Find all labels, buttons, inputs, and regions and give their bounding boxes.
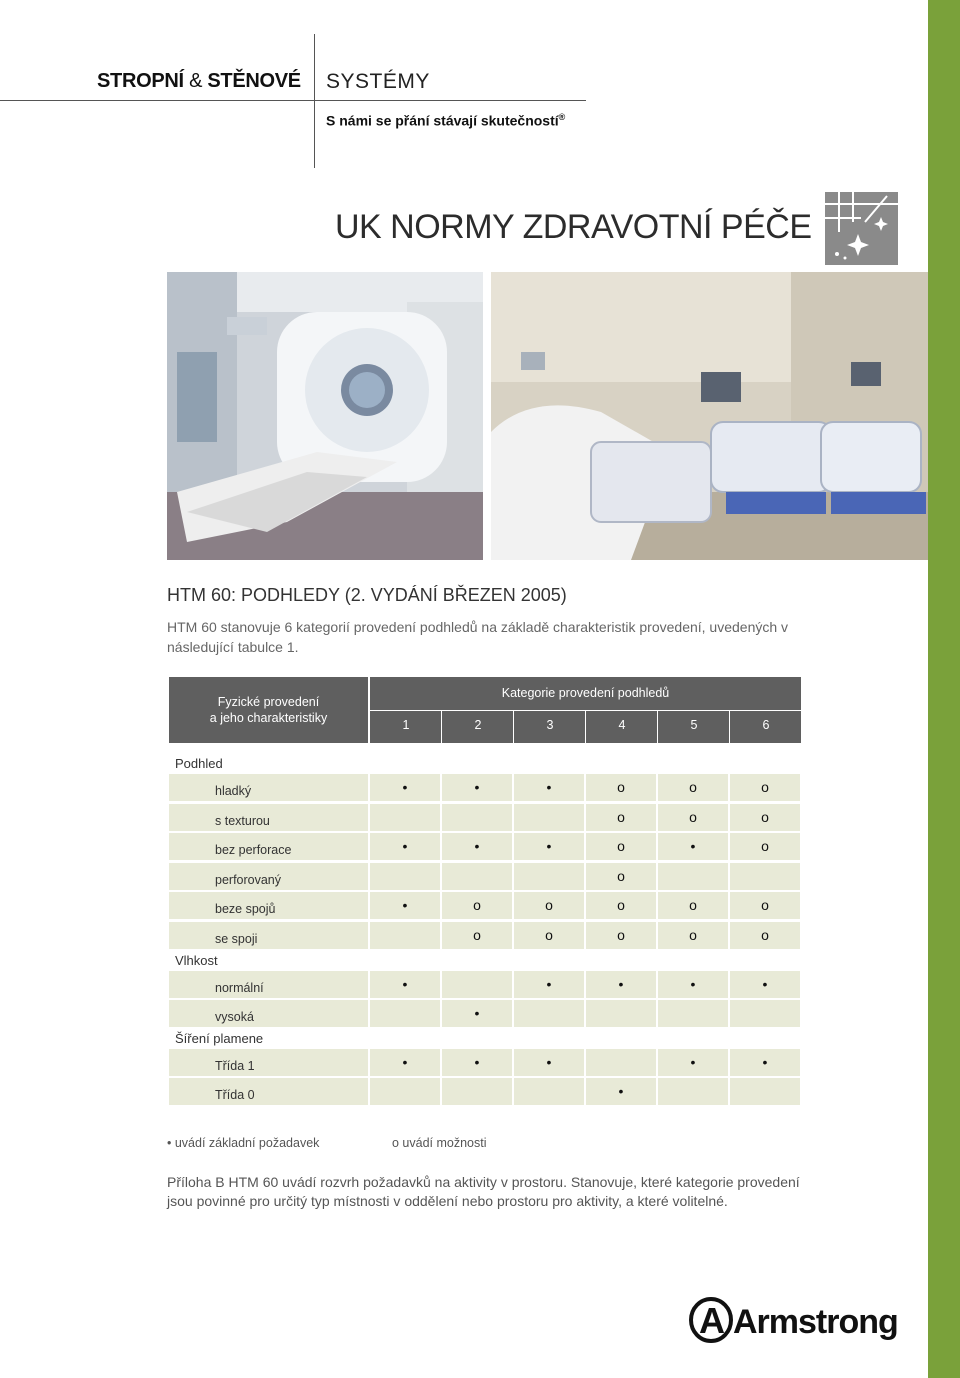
- table-cell: [730, 863, 800, 890]
- table-cell: •: [514, 774, 584, 801]
- logo-wordmark: Armstrong: [733, 1303, 898, 1341]
- armstrong-logo: [689, 1295, 901, 1345]
- table-cell: •: [370, 892, 440, 919]
- table-row-label: [169, 1000, 368, 1027]
- row-label-text: Třída 1: [215, 1058, 255, 1073]
- brand-divider-vertical: [314, 34, 315, 168]
- table-cell: [586, 1049, 656, 1076]
- table-cell: •: [658, 971, 728, 998]
- table-row-label: [169, 774, 368, 801]
- ct-scanner-photo: [167, 272, 483, 560]
- table-header-physical: Fyzické provedení a jeho charakteristiky: [169, 677, 368, 743]
- brand-divider-horizontal: [0, 100, 586, 101]
- ceiling-systems-icon: [825, 192, 898, 265]
- category-number: 5: [690, 718, 698, 732]
- table-header-categories: [370, 677, 801, 743]
- table-row-label: [169, 892, 368, 919]
- table-cell: [442, 971, 512, 998]
- table-cell: o: [730, 774, 800, 801]
- row-label-text: se spoji: [215, 932, 258, 946]
- row-label-text: beze spojů: [215, 902, 276, 917]
- legend-optional: o uvádí možnosti: [392, 1136, 487, 1150]
- table-cell: [730, 1078, 800, 1105]
- table-cell: •: [370, 1049, 440, 1076]
- table-cell: •: [730, 1049, 800, 1076]
- table-cell: [514, 1078, 584, 1105]
- row-label-text: normální: [215, 980, 264, 995]
- row-label-text: s texturou: [215, 813, 270, 828]
- table-row-label: [169, 833, 368, 860]
- table-cell: o: [730, 804, 800, 831]
- row-label-text: hladký: [215, 784, 252, 798]
- brand-systems: SYSTÉMY: [326, 70, 430, 93]
- table-cell: [730, 1000, 800, 1027]
- table-cell: [586, 1000, 656, 1027]
- row-label-text: bez perforace: [215, 843, 292, 858]
- table-cell: [514, 1000, 584, 1027]
- row-label-text: perforovaný: [215, 872, 282, 887]
- section-heading: HTM 60: PODHLEDY (2. VYDÁNÍ BŘEZEN 2005): [167, 585, 567, 605]
- row-label-text: Třída 0: [215, 1088, 255, 1103]
- table-cell: [514, 863, 584, 890]
- table-cell: •: [442, 1000, 512, 1027]
- green-side-bar: [928, 0, 960, 1378]
- table-row-label: [169, 863, 368, 890]
- categories-title: Kategorie provedení podhledů: [501, 686, 670, 700]
- table-cell: •: [514, 1049, 584, 1076]
- table-cell: o: [658, 892, 728, 919]
- category-number: 1: [402, 718, 410, 732]
- incubators-photo: [491, 272, 928, 560]
- table-cell: [658, 1078, 728, 1105]
- svg-text:A: A: [699, 1300, 725, 1341]
- table-cell: •: [370, 971, 440, 998]
- table-cell: o: [586, 892, 656, 919]
- category-number: 2: [474, 718, 482, 732]
- brand-tagline: S námi se přání stávají skutečností®: [326, 112, 566, 129]
- table-cell: o: [586, 774, 656, 801]
- table-cell: [370, 804, 440, 831]
- table-cell: o: [730, 833, 800, 860]
- table-row-label: [169, 1049, 368, 1076]
- table-cell: •: [442, 774, 512, 801]
- table-cell: •: [370, 833, 440, 860]
- table-cell: •: [442, 1049, 512, 1076]
- table-cell: •: [658, 1049, 728, 1076]
- table-row-label: [169, 971, 368, 998]
- table-cell: [370, 1078, 440, 1105]
- table-cell: o: [586, 922, 656, 949]
- table-cell: o: [730, 892, 800, 919]
- row-label-text: vysoká: [215, 1010, 254, 1025]
- table-row-label: [169, 922, 368, 949]
- table-group-label: Podhled: [175, 756, 223, 771]
- table-cell: o: [442, 892, 512, 919]
- outro-paragraph: Příloha B HTM 60 uvádí rozvrh požadavků na aktivity v prostoru. Stanovuje, které kategorie provedení jsou povinné pro určitý typ místnosti v oddělení nebo prostoru pro aktivity, a které volitelné.: [167, 1174, 800, 1209]
- table-cell: o: [658, 774, 728, 801]
- table-cell: [658, 863, 728, 890]
- table-cell: o: [658, 922, 728, 949]
- table-cell: o: [586, 833, 656, 860]
- table-cell: [442, 863, 512, 890]
- table-cell: [370, 863, 440, 890]
- table-cell: [442, 1078, 512, 1105]
- table-cell: o: [442, 922, 512, 949]
- table-cell: o: [586, 804, 656, 831]
- table-cell: [658, 1000, 728, 1027]
- table-cell: •: [730, 971, 800, 998]
- legend-required: • uvádí základní požadavek: [167, 1136, 320, 1150]
- table-cell: [370, 1000, 440, 1027]
- table-cell: [370, 922, 440, 949]
- table-cell: •: [442, 833, 512, 860]
- table-cell: •: [586, 1078, 656, 1105]
- category-number: 6: [762, 718, 770, 732]
- table-cell: [514, 804, 584, 831]
- page-title: UK NORMY ZDRAVOTNÍ PÉČE: [335, 208, 812, 246]
- table-cell: [442, 804, 512, 831]
- table-cell: •: [370, 774, 440, 801]
- table-row-label: [169, 1078, 368, 1105]
- table-cell: •: [586, 971, 656, 998]
- table-cell: •: [514, 971, 584, 998]
- table-cell: •: [658, 833, 728, 860]
- table-group-label: Šíření plamene: [175, 1030, 264, 1046]
- table-cell: o: [730, 922, 800, 949]
- table-cell: o: [658, 804, 728, 831]
- table-cell: •: [514, 833, 584, 860]
- intro-paragraph: HTM 60 stanovuje 6 kategorií provedení podhledů na základě charakteristik provedení, uvedených v následující tabulce 1.: [167, 619, 789, 655]
- table-cell: o: [586, 863, 656, 890]
- brand-name: STROPNÍ & STĚNOVÉ: [97, 70, 301, 92]
- table-row-label: [169, 804, 368, 831]
- table-cell: o: [514, 922, 584, 949]
- table-cell: o: [514, 892, 584, 919]
- table-group-label: Vlhkost: [175, 952, 218, 968]
- category-number: 3: [546, 718, 554, 732]
- category-number: 4: [618, 718, 626, 732]
